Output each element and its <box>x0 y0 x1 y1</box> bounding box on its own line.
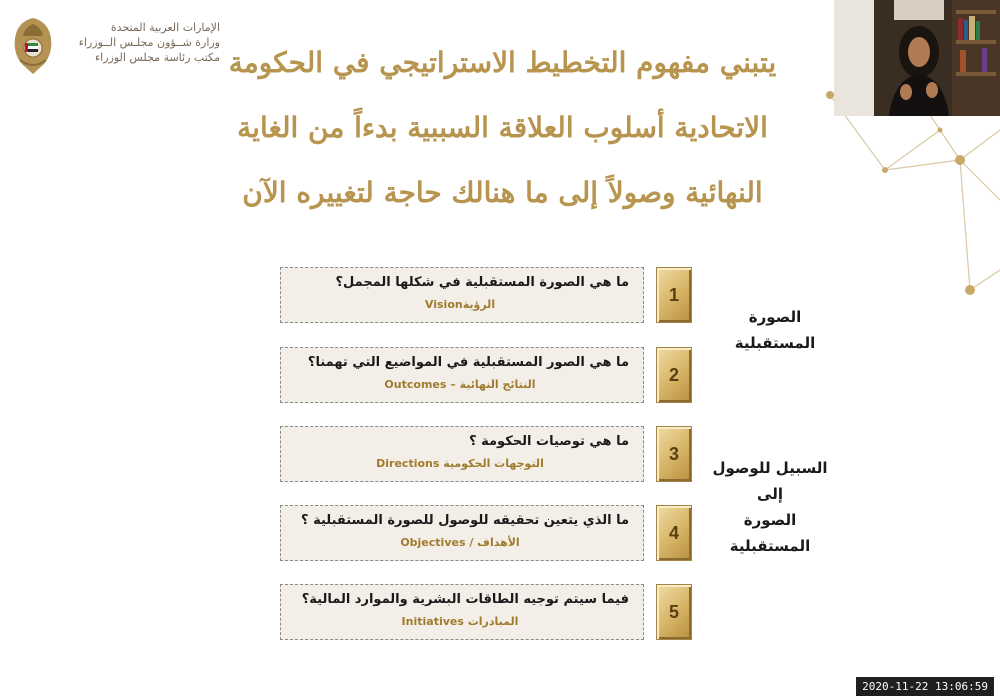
organization-name <box>60 20 220 65</box>
row-question: ما الذي يتعين تحقيقه للوصول للصورة المستقبلية ؟ <box>301 513 629 528</box>
side-label-future-image <box>730 304 820 356</box>
row-term: النتائج النهائية – Outcomes <box>384 378 536 391</box>
row-question: فيما سيتم توجيه الطاقات البشرية والموارد المالية؟ <box>301 592 629 607</box>
list-item <box>280 584 644 640</box>
side-label-line: المستقبلية <box>734 334 816 352</box>
presenter-video-feed[interactable] <box>834 0 1000 116</box>
org-line-1: الإمارات العربية المتحدة <box>110 21 220 34</box>
title-line-1: يتبني مفهوم التخطيط الاستراتيجي في الحكومة <box>228 46 777 79</box>
slide-title <box>215 30 790 225</box>
row-number-badge: 3 <box>656 426 692 482</box>
list-item <box>280 347 644 403</box>
row-number-badge: 2 <box>656 347 692 403</box>
list-item <box>280 505 644 561</box>
list-item <box>280 267 644 323</box>
list-item <box>280 426 644 482</box>
side-label-line: الصورة <box>743 511 797 529</box>
title-line-2: الاتحادية أسلوب العلاقة السببية بدءاً من الغاية <box>237 111 768 144</box>
presenter-thumbnail <box>834 0 1000 116</box>
row-number-badge: 4 <box>656 505 692 561</box>
row-term: التوجهات الحكومية Directions <box>376 457 544 470</box>
row-term: الأهداف / Objectives <box>400 536 520 549</box>
org-line-2: وزارة شــؤون مجلـس الــوزراء <box>78 36 220 49</box>
side-label-path <box>712 455 828 559</box>
row-number-badge: 1 <box>656 267 692 323</box>
row-question: ما هي توصيات الحكومة ؟ <box>469 434 629 449</box>
row-term: المبادرات Initiatives <box>401 615 519 628</box>
row-term: الرؤيةVision <box>424 298 496 311</box>
side-label-line: الصورة <box>748 308 802 326</box>
uae-emblem-icon <box>10 14 56 80</box>
row-number-badge: 5 <box>656 584 692 640</box>
row-question: ما هي الصور المستقبلية في المواضيع التي تهمنا؟ <box>307 355 629 370</box>
side-label-line: المستقبلية <box>729 537 811 555</box>
side-label-line: إلى <box>757 485 783 503</box>
title-line-3: النهائية وصولاً إلى ما هنالك حاجة لتغييره الآن <box>242 176 763 209</box>
timestamp-overlay: 2020-11-22 13:06:59 <box>856 677 994 696</box>
side-label-line: السبيل للوصول <box>712 459 828 477</box>
row-question: ما هي الصورة المستقبلية في شكلها المجمل؟ <box>335 275 629 290</box>
org-line-3: مكتب رئاسة مجلس الوزراء <box>94 51 220 64</box>
